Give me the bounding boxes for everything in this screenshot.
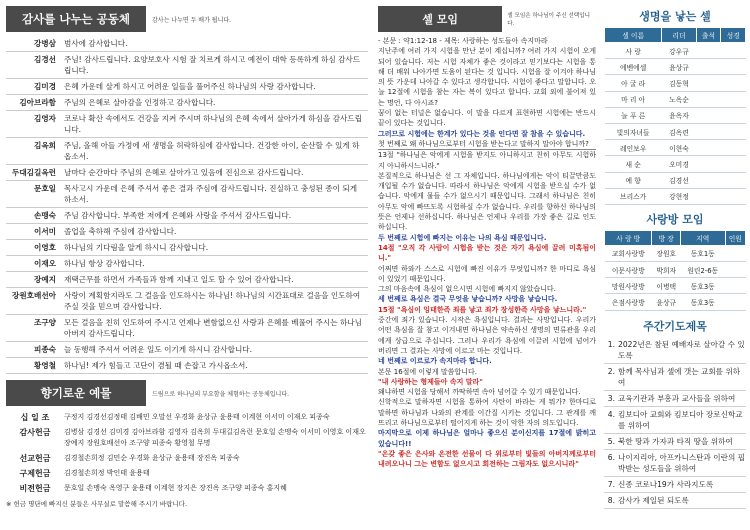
table-cell [725, 262, 745, 278]
sermon-paragraph: 중간에 죄가 있습니다. 시작은 욕심입니다. 결과는 사망입니다. 우리가 어떤 욕심을 잘 참고 이겨내면 하나님은 약속하신 생명의 면류관을 우리에게 상급으로 주십니다. 그러나 우리가 욕심에 이끌려 시험에 넘어가 버리면 그 결과는 사망에 이르고 마는 것입니다. [378, 316, 596, 355]
table-cell: 망원사랑방 [605, 278, 652, 294]
sermon-paragraph: 어쩌면 하와가 스스로 시험에 빠진 이유가 무엇입니까? 한 마디로 욕심이 있었기 때문입니다. [378, 264, 596, 283]
offering-title: 향기로운 예물 [6, 380, 146, 406]
table-header-cell: 사 랑 방 [605, 230, 652, 245]
thanks-text: 날마다 순간마다 주님의 은혜로 살아가고 있음에 진심으로 감사드립니다. [64, 168, 304, 177]
table-cell: 윤옥자 [662, 107, 696, 123]
thanks-row [6, 288, 368, 315]
thanks-name: 이재오 [33, 259, 56, 268]
love-room-row [605, 262, 746, 278]
left-column [6, 6, 368, 508]
table-cell [696, 59, 721, 75]
love-room-title: 사랑방 모임 [646, 212, 704, 226]
table-cell: 빛의자녀들 [605, 123, 662, 139]
prayer-text: 함께 목사님과 셀에 갯는 교회를 위하여 [618, 366, 741, 387]
offering-names: 김경철손희정 김민순 우경화 윤상규 윤용태 장진옥 피종숙 [64, 454, 240, 462]
table-cell [721, 156, 746, 172]
life-cell-row [605, 172, 746, 188]
offering-names: 구정지 김경선김정태 김배민 오말선 우경화 윤상규 윤용태 이계현 이서미 이재오 피종숙 [64, 413, 330, 421]
thanks-name: 이영호 [33, 243, 56, 252]
thanks-text: 늘 동행해 주셔서 어려운 일도 이기게 하시니 감사합니다. [64, 345, 253, 354]
sermon-paragraph: 그러므로 시험에는 한계가 있다는 것을 인다면 잘 참을 수 있습니다. [378, 129, 586, 138]
thanks-name: 피종숙 [33, 345, 56, 354]
sermon-paragraph: 15절 "욕심이 잉태한즉 죄를 낳고 죄가 장성한즉 사망을 낳느니라." [378, 305, 587, 314]
prayer-text: 2022년은 참된 예배자로 살아갈 수 있도록 [618, 339, 745, 360]
table-cell: 동호1동 [680, 245, 725, 261]
thanks-title: 감사를 나누는 공동체 [6, 6, 146, 32]
sermon-paragraph: 두 번째로 시험에 빠지는 이유는 나의 욕심 때문입니다. [378, 233, 547, 242]
sermon-paragraph: 꿈이 없는 터널은 없습니다. 이 말을 다르게 표현하면 시험에는 반드시 끝이 있다는 것입니다. [378, 109, 596, 128]
table-cell [696, 75, 721, 91]
table-cell [696, 43, 721, 59]
sermon-paragraph: 첫 번째로 왜 하나님으로부터 시험을 받는다고 말하지 말아야 합니까? [378, 139, 596, 150]
prayer-list [604, 337, 746, 509]
thanks-text: 하나님의 기다림을 알게 하시니 감사합니다. [64, 243, 209, 252]
offering-names: 김경철손희정 박인태 윤용태 [64, 469, 150, 477]
sermon-paragraph: 14절 "오직 각 사람이 시험을 받는 것은 자기 욕심에 끌려 미혹됨이니." [378, 243, 596, 263]
love-room-row [605, 294, 746, 310]
table-cell [725, 245, 745, 261]
life-cell-row [605, 75, 746, 91]
table-header-cell: 셀 이름 [605, 28, 662, 43]
thanks-text: 모든 걸음을 친히 인도하여 주시고 언제나 변함없으신 사랑과 은혜를 베풀어 주시는 하나님 아버지 감사드립니다. [64, 318, 362, 338]
offering-names: 김병삼 김경선 김미경 김아브라함 김영자 김옥희 두대길김옥런 문호일 손맹숙 이서미 이영호 이재오 장예지 장원호배선아 조구양 피종숙 황영철 무명 [64, 428, 366, 447]
thanks-row [6, 315, 368, 342]
thanks-name: 장예지 [33, 275, 56, 284]
thanks-text: 은혜 가운데 살게 하시고 어려운 일들을 풀어주신 하나님의 사랑 감사합니다. [64, 82, 316, 91]
thanks-text: 하나님 항상 감사합니다. [64, 259, 145, 268]
table-header-cell: 방 장 [652, 230, 680, 245]
prayer-number: 5. [607, 436, 615, 446]
table-cell [721, 172, 746, 188]
table-cell [721, 123, 746, 139]
offering-category: 선교헌금 [19, 454, 51, 463]
thanks-text: 사랑이 계획함지라도 그 걸음을 인도하시는 하나님! 하나님의 시간표대로 걸음을 인도하여 주실 것을 믿으며 감사합니다. [64, 291, 361, 311]
table-cell [696, 140, 721, 156]
table-header-cell: 출석 [696, 28, 721, 43]
table-header-cell: 인원 [725, 230, 745, 245]
thanks-row [6, 95, 368, 111]
offering-category: 구제헌금 [19, 469, 51, 478]
table-cell: 김옥련 [662, 123, 696, 139]
sermon-paragraph: 마지막으로 이제 하나님은 얼마나 좋으신 분이신지를 17절에 밝히고 있습니다!! [378, 429, 596, 448]
sermon-paragraph: "내 사랑하는 형제들아 속지 말라" [378, 377, 483, 386]
love-room-row [605, 278, 746, 294]
life-cell-row [605, 188, 746, 204]
offering-note: ※ 헌금 명단에 빠지신 분들은 사무실로 말씀해 주시기 바랍니다. [6, 500, 188, 508]
prayer-text: 북한 땅과 가자과 타직 땅을 위하여 [618, 436, 733, 446]
offering-subtitle: 드림으로 하나님의 부요함을 체험하는 공동체입니다. [152, 390, 290, 398]
sermon-paragraph: 13절 "하나님은 악에게 시험을 받지도 아니하시고 친히 아무도 시험하지 아니하시느니라." [378, 151, 596, 170]
sermon-paragraph: 본질적으로 하나님은 선 그 자체입니다. 하나님에게는 악이 티끌만큼도 개입될 수가 없습니다. 따라서 하나님은 악에게 시험을 받으실 수가 없습니다. 악에게 물들 수가 없으시기 때문입니다. 그래서 하나님은 친히 아무도 악에 빠뜨도록 시험하실 수가 없습니다. 우리를 향하신 하나님의 뜻은 언제나 선하십니다. 하나님은 언제나 우리를 가장 좋은 길로 인도하십니다. [378, 171, 596, 232]
offering-list [6, 410, 368, 496]
sermon-paragraph: 세 번째로 욕심은 결국 무엇을 낳습니까? 사망을 낳습니다. [378, 295, 558, 304]
offering-row [6, 410, 368, 425]
prayer-item [604, 434, 746, 450]
prayer-item [604, 493, 746, 509]
offering-category: 비전헌금 [19, 484, 51, 493]
thanks-row [6, 272, 368, 288]
love-room-header-row [605, 230, 746, 245]
table-cell: 은점사랑방 [605, 294, 652, 310]
prayer-item [604, 477, 746, 493]
sermon-paragraph: 왜냐하면 시험을 당해서 까딱하면 속아 넘어갈 수 있기 때문입니다. [378, 388, 581, 397]
prayer-text: 킴보디아 교회와 킴보디아 장로신학교를 위하여 [618, 409, 743, 430]
sermon-paragraph: 네 번째로 이르로가 속지마라 합니다. [378, 357, 492, 366]
prayer-text: 감사가 제일된 되도록 [618, 495, 689, 505]
table-cell [696, 107, 721, 123]
offering-category: 감사헌금 [19, 428, 51, 437]
life-cell-header-row [605, 28, 746, 43]
thanks-text: 주님! 감사드립니다. 요양보호사 시험 잘 치르게 하시고 예전이 대학 등록하게 하심 감사드립니다. [64, 55, 361, 75]
table-cell [721, 140, 746, 156]
table-cell [725, 294, 745, 310]
thanks-row [6, 79, 368, 95]
thanks-row [6, 111, 368, 138]
offering-category: 십 일 조 [20, 413, 50, 422]
table-cell [721, 91, 746, 107]
thanks-row [6, 36, 368, 52]
table-cell: 김동혁 [662, 75, 696, 91]
thanks-subtitle: 감사는 나누면 두 배가 됩니다. [152, 16, 232, 24]
thanks-name: 김미경 [33, 82, 56, 91]
table-cell: 이현숙 [662, 140, 696, 156]
table-cell: 사 랑 [605, 43, 662, 59]
prayer-item [604, 337, 746, 364]
sermon-paragraph: - 본문 : 약1:12-18 - 제목: 사랑하는 성도들아 속지마라 [378, 37, 548, 45]
table-cell: 박희자 [652, 262, 680, 278]
thanks-name: 김영자 [33, 114, 56, 123]
prayer-title: 주간기도제목 [643, 319, 707, 333]
life-cell-row [605, 107, 746, 123]
thanks-name: 조구양 [33, 318, 56, 327]
love-room-row [605, 245, 746, 261]
table-cell: 오미경 [662, 156, 696, 172]
table-cell [696, 91, 721, 107]
prayer-text: 나이지리아, 아프카니스탄과 이란의 핍박받는 성도들을 위하여 [618, 452, 746, 473]
thanks-text: 재택근무를 하면서 가족들과 함께 지내고 일도 할 수 있어 감사합니다. [64, 275, 294, 284]
table-cell [725, 278, 745, 294]
offering-row [6, 466, 368, 481]
life-cell-row [605, 140, 746, 156]
prayer-item [604, 364, 746, 391]
sermon-paragraph: 본문 16절에 이렇게 말씀합니다. [378, 367, 477, 376]
offering-row [6, 481, 368, 496]
cell-title: 셀 모임 [378, 6, 502, 32]
prayer-number: 6. [607, 452, 615, 462]
thanks-text: 목사고시 가운데 은혜 주셔서 좋은 결과 주심에 감사드립니다. 진실하고 충성된 종이 되게 하소서. [64, 184, 358, 204]
thanks-header [6, 6, 368, 32]
life-cell-row [605, 91, 746, 107]
table-cell: 브리스가 [605, 188, 662, 204]
thanks-name: 강병삼 [33, 39, 56, 48]
table-cell: 이문사랑방 [605, 262, 652, 278]
thanks-name: 장원호배선아 [11, 291, 56, 300]
sermon-paragraph: 지난주에 여러 가지 시험을 만난 분이 계십니까? 여러 가지 시험이 오게 되어 있습니다. 저는 시험 자체가 좋은 것이라고 믿기보다는 시험을 통해 더 배워 나아가면 도움이 된다는 것 입니다. 시험을 잘 이겨야 하나님의 뜻 가운데 나아갈 수 있다고 생각합니다. 시험이 좋다고 말합니다. 오늘 12절에 시험을 참는 자는 복이 있다고 합니다. 교회 외에 불어져 있는 명언, 다 아시죠? [378, 47, 596, 107]
table-cell: 원린2-6동 [680, 262, 725, 278]
table-cell [696, 123, 721, 139]
table-cell: 늘 푸 른 [605, 107, 662, 123]
table-cell [721, 107, 746, 123]
thanks-text: 졸업을 축하해 주심에 감사합니다. [64, 227, 177, 236]
thanks-text: 하나님! 제가 힘들고 고단이 겸될 때 손잡고 가시옵소서. [64, 361, 248, 370]
table-cell: 교회사랑방 [605, 245, 652, 261]
table-cell: 노옥순 [662, 91, 696, 107]
prayer-number: 1. [607, 339, 615, 349]
life-cell-row [605, 123, 746, 139]
thanks-name: 김경선 [33, 55, 56, 64]
table-cell [696, 156, 721, 172]
thanks-name: 김아브라함 [19, 98, 56, 107]
offering-row [6, 425, 368, 451]
thanks-name: 이서미 [33, 227, 56, 236]
thanks-name: 손맹숙 [33, 211, 56, 220]
table-cell [721, 43, 746, 59]
table-cell: 에벤에셀 [605, 59, 662, 75]
right-column [604, 8, 746, 509]
prayer-text: 교육기관과 부흥과 교사들을 위하여 [618, 393, 736, 403]
table-cell [696, 188, 721, 204]
table-cell: 예 향 [605, 172, 662, 188]
table-cell: 이병택 [652, 278, 680, 294]
thanks-name: 두대김길옥런 [11, 168, 56, 177]
thanks-text: 범사에 감사합니다. [64, 39, 128, 48]
thanks-row [6, 138, 368, 165]
thanks-name: 문호일 [33, 184, 56, 193]
thanks-row [6, 224, 368, 240]
thanks-name: 황영철 [33, 361, 56, 370]
thanks-row [6, 342, 368, 358]
table-cell: 윤상규 [662, 59, 696, 75]
thanks-text: 주님, 올해 아들 가정에 새 생명을 허락하심에 감사합니다. 건강한 아이, 순산할 수 있게 하옵소서. [64, 141, 360, 161]
cell-body [378, 36, 596, 469]
table-cell: 강현정 [662, 188, 696, 204]
table-cell: 윤상규 [652, 294, 680, 310]
thanks-row [6, 52, 368, 79]
table-cell: 장원호 [652, 245, 680, 261]
thanks-text: 주님의 은혜로 살아감을 인정하고 감사합니다. [64, 98, 216, 107]
offering-header [6, 380, 368, 406]
offering-names: 문호일 손맹숙 옥영구 윤용태 이계현 장지은 장진옥 조구양 피종숙 홍지혜 [64, 484, 287, 492]
table-cell [721, 188, 746, 204]
sermon-paragraph: "온갖 좋은 은사와 온전한 선물이 다 위로부터 빛들의 아버지께로부터 내려오나니 그는 변함도 없으시고 회전하는 그림자도 없으시니라" [378, 449, 596, 469]
thanks-row [6, 240, 368, 256]
table-header-cell: 리더 [662, 28, 696, 43]
thanks-row [6, 208, 368, 224]
thanks-name: 김옥희 [33, 141, 56, 150]
thanks-row [6, 358, 368, 374]
table-cell: 아 굴 라 [605, 75, 662, 91]
table-cell: 새 순 [605, 156, 662, 172]
table-cell: 강우규 [662, 43, 696, 59]
table-cell: 마 리 아 [605, 91, 662, 107]
life-cell-row [605, 59, 746, 75]
sermon-paragraph: 그의 마음속에 욕심이 없으시면 시험에 빠지지 않았습니다. [378, 285, 556, 294]
table-cell [696, 172, 721, 188]
thanks-text: 코로나 확산 속에서도 건강을 지켜 주시며 하나님의 은혜 속에서 살아가게 하심을 감사드립니다. [64, 114, 362, 134]
table-cell: 레인보우 [605, 140, 662, 156]
thanks-list [6, 36, 368, 374]
life-cell-row [605, 43, 746, 59]
prayer-number: 2. [607, 366, 615, 376]
prayer-number: 8. [607, 495, 615, 505]
table-cell [721, 59, 746, 75]
life-cell-row [605, 156, 746, 172]
life-cell-table [604, 27, 746, 205]
table-cell [721, 75, 746, 91]
love-room-table [604, 230, 746, 311]
prayer-item [604, 391, 746, 407]
prayer-item [604, 407, 746, 434]
table-cell: 동호3동 [680, 278, 725, 294]
table-cell: 동호3동 [680, 294, 725, 310]
thanks-text: 주님 감사합니다. 부족한 저에게 은혜와 사랑을 주셔서 감사드립니다. [64, 211, 292, 220]
middle-column [378, 6, 596, 469]
prayer-item [604, 450, 746, 477]
cell-subtitle: 셀 모임은 하나님이 주신 선택입니다. [507, 13, 591, 27]
prayer-text: 신종 코로나19가 사라지도록 [618, 479, 714, 489]
table-header-cell: 지역 [680, 230, 725, 245]
thanks-row [6, 165, 368, 181]
sermon-paragraph: 신학적으로 말하자면 시험을 통하여 사탄이 바라는 게 뭐가? 한마디로 말하면 하나님과 나와의 관계를 이간질 시키는 것입니다. 그 관계를 깨뜨리고 하나님으로부터 떨어지게 하는 것이 악한 자의 의도입니다. [378, 398, 596, 427]
cell-header [378, 6, 596, 32]
table-cell: 김경선 [662, 172, 696, 188]
thanks-row [6, 181, 368, 208]
prayer-number: 7. [607, 479, 615, 489]
prayer-number: 3. [607, 393, 615, 403]
table-header-cell: 성경 [721, 28, 746, 43]
offering-row [6, 451, 368, 466]
life-cell-title: 생명을 낳는 셀 [639, 10, 711, 23]
prayer-number: 4. [607, 409, 615, 419]
thanks-row [6, 256, 368, 272]
